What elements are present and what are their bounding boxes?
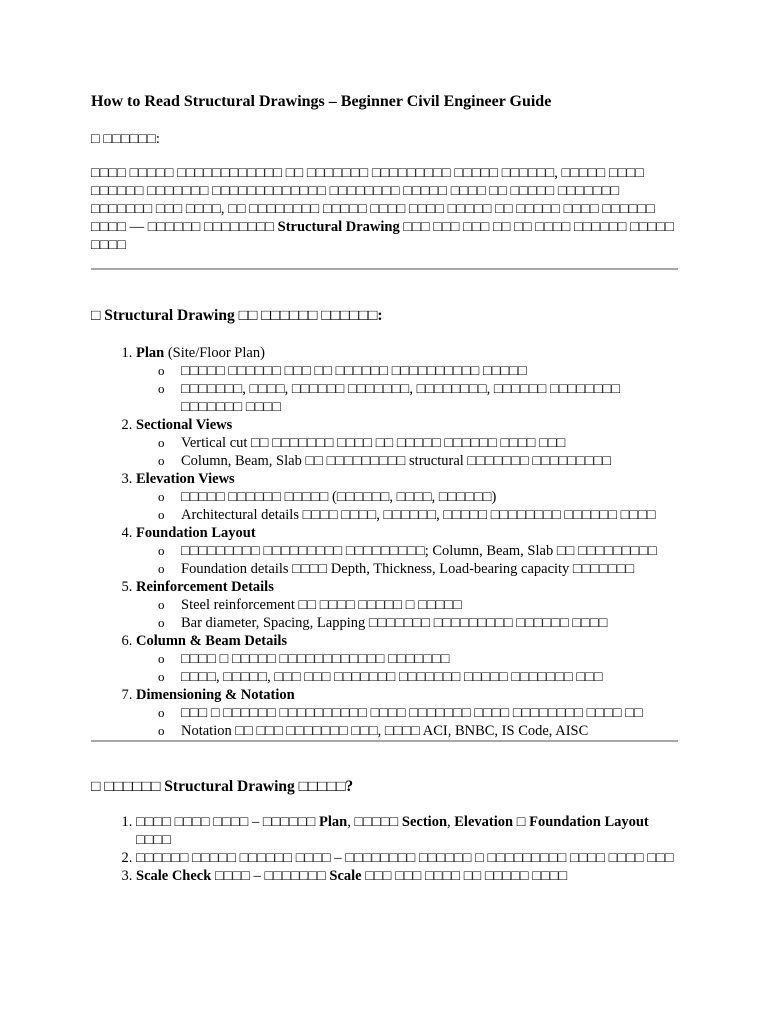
step-item xyxy=(136,813,678,849)
list-item-subtitle: (Site/Floor Plan) xyxy=(164,345,265,361)
section2-heading xyxy=(91,777,678,797)
list-item-title: Elevation Views xyxy=(136,471,235,487)
sub-list xyxy=(136,362,678,416)
list-item-title: Plan xyxy=(136,345,165,361)
list-item-title: Dimensioning & Notation xyxy=(136,687,295,703)
step-text: , xyxy=(447,814,455,830)
structural-drawing-parts-list xyxy=(91,344,678,740)
step-text: □□□□ xyxy=(136,832,172,848)
section2-heading-rest: □□□□□? xyxy=(298,778,354,795)
divider-2 xyxy=(91,740,678,742)
list-item xyxy=(136,416,678,470)
step-text: □□□□ □□□□ □□□□ – □□□□□□ xyxy=(136,814,320,830)
step-text: , □□□□□ xyxy=(347,814,402,830)
section1-heading-rest: □□ □□□□□□ □□□□□□: xyxy=(238,307,383,324)
divider-1 xyxy=(91,268,678,270)
step-bold-term: Elevation xyxy=(454,814,514,830)
sub-list-item: o □□□□ □ □□□□□ □□□□□□□□□□□□ □□□□□□□ xyxy=(181,650,678,668)
step-bold-term: Plan xyxy=(319,814,348,830)
section2-heading-prefix: □ □□□□□□ xyxy=(91,778,161,795)
list-item xyxy=(136,686,678,740)
step-item xyxy=(136,849,678,867)
sub-list-item: o Architectural details □□□□ □□□□, □□□□□□, □□□□□ □□□□□□□□ □□□□□□ □□□□ xyxy=(181,506,678,524)
step-text: □□□□ – □□□□□□□ xyxy=(211,868,330,884)
step-bold-term: Scale Check xyxy=(136,868,212,884)
intro-text: □□□□ □□□□□ □□□□□□□□□□□□ □□ □□□□□□□ □□□□□□□□□ □□□□□ □□□□□□, □□□□□ □□□□ □□□□□□ □□□□□□□ □□□□□□□□□□□□□ □□□□□□□□ □□□□□ □□□□ □□ □□□□□ □□□□□□□ □□□□□□□ □□□ □□□□, □□ □□□□□□□□ □□□□□ □□□□ □□□□ □□□□□ □□ □□□□□ □□□□ □□□□□□ □□□□ — □□□□□□ □□□□□□□□ xyxy=(91,165,655,235)
sub-list-item: o □□□□□□□, □□□□, □□□□□□ □□□□□□□, □□□□□□□□, □□□□□□ □□□□□□□□ □□□□□□□ □□□□ xyxy=(181,380,678,416)
list-item xyxy=(136,470,678,524)
list-item-title: Sectional Views xyxy=(136,417,233,433)
list-item-title: Column & Beam Details xyxy=(136,633,288,649)
step-bold-term: Foundation Layout xyxy=(529,814,649,830)
section1-heading xyxy=(91,306,678,326)
step-text: □ xyxy=(513,814,530,830)
sub-list xyxy=(136,704,678,740)
sub-list xyxy=(136,596,678,632)
intro-paragraph xyxy=(91,164,678,254)
sub-list-item: o Foundation details □□□□ Depth, Thickness, Load-bearing capacity □□□□□□□ xyxy=(181,560,678,578)
intro-heading: □ □□□□□□: xyxy=(91,131,160,147)
sub-list-item: o Steel reinforcement □□ □□□□ □□□□□ □ □□□□□ xyxy=(181,596,678,614)
step-text: □□□ □□□ □□□□ □□ □□□□□ □□□□ xyxy=(361,868,568,884)
sub-list xyxy=(136,488,678,524)
step-text: □□□□□□ □□□□□ □□□□□□ □□□□ – □□□□□□□□ □□□□□□ □ □□□□□□□□□ □□□□ □□□□ □□□ xyxy=(136,850,674,866)
intro-bold-term: Structural Drawing xyxy=(277,219,400,235)
sub-list-item: o □□□□□□□□□ □□□□□□□□□ □□□□□□□□□; Column, Beam, Slab □□ □□□□□□□□□ xyxy=(181,542,678,560)
section2-heading-bold: Structural Drawing xyxy=(164,778,295,795)
section1-heading-bold: Structural Drawing xyxy=(104,307,235,324)
list-item xyxy=(136,578,678,632)
sub-list-item: o Vertical cut □□ □□□□□□□ □□□□ □□ □□□□□ □□□□□□ □□□□ □□□ xyxy=(181,434,678,452)
sub-list xyxy=(136,650,678,686)
sub-list-item: o □□□ □ □□□□□□ □□□□□□□□□□ □□□□ □□□□□□□ □□□□ □□□□□□□□ □□□□ □□ xyxy=(181,704,678,722)
list-item xyxy=(136,632,678,686)
intro-tail: □□□ □□□ □□□ □□ □□ □□□□ □□□□□□ □□□□□ □□□□ xyxy=(91,219,674,253)
sub-list xyxy=(136,434,678,470)
sub-list-item: o Notation □□ □□□ □□□□□□□ □□□, □□□□ ACI, BNBC, IS Code, AISC xyxy=(181,722,678,740)
list-item-title: Reinforcement Details xyxy=(136,579,274,595)
sub-list-item: o □□□□□ □□□□□□ □□□□□ (□□□□□□, □□□□, □□□□□□) xyxy=(181,488,678,506)
section1-heading-prefix: □ xyxy=(91,307,101,324)
sub-list-item: o Bar diameter, Spacing, Lapping □□□□□□□ □□□□□□□□□ □□□□□□ □□□□ xyxy=(181,614,678,632)
step-bold-term: Section xyxy=(401,814,448,830)
list-item xyxy=(136,524,678,578)
sub-list-item: o □□□□□ □□□□□□ □□□ □□ □□□□□□ □□□□□□□□□□ □□□□□ xyxy=(181,362,678,380)
document-title: How to Read Structural Drawings – Beginner Civil Engineer Guide xyxy=(91,93,552,110)
sub-list-item: o Column, Beam, Slab □□ □□□□□□□□□ structural □□□□□□□ □□□□□□□□□ xyxy=(181,452,678,470)
step-item xyxy=(136,867,678,885)
step-bold-term: Scale xyxy=(329,868,362,884)
sub-list xyxy=(136,542,678,578)
list-item-title: Foundation Layout xyxy=(136,525,256,541)
how-to-read-steps-list xyxy=(91,813,678,885)
sub-list-item: o □□□□, □□□□□, □□□ □□□ □□□□□□□ □□□□□□□ □□□□□ □□□□□□□ □□□ xyxy=(181,668,678,686)
list-item xyxy=(136,344,678,416)
